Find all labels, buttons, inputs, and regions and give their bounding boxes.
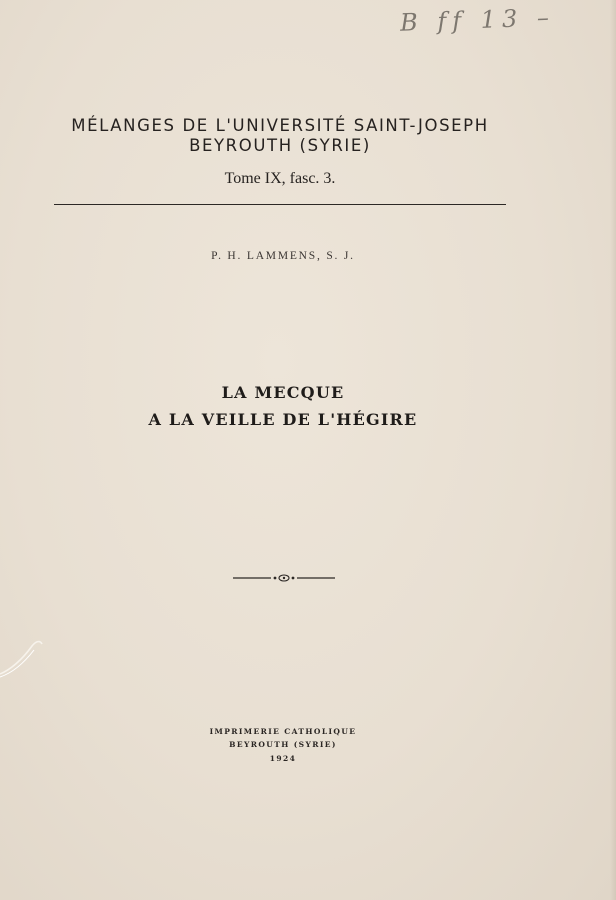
handwritten-shelf-mark: B ff 13 – <box>399 3 556 37</box>
binding-thread <box>0 630 50 690</box>
volume-info: Tome IX, fasc. 3. <box>224 170 336 187</box>
publication-year: 1924 <box>269 754 297 763</box>
header-rule <box>54 204 506 205</box>
printer-name: IMPRIMERIE CATHOLIQUE <box>209 727 357 736</box>
ornamental-divider <box>233 572 335 584</box>
work-title-line-1: LA MECQUE <box>221 383 345 402</box>
printer-city: BEYROUTH (SYRIE) <box>229 740 337 749</box>
work-title-line-2: A LA VEILLE DE L'HÉGIRE <box>148 410 418 429</box>
page-edge-shadow <box>610 0 616 900</box>
series-title: MÉLANGES DE L'UNIVERSITÉ SAINT-JOSEPH <box>71 116 489 135</box>
author-name: P. H. LAMMENS, S. J. <box>211 250 355 262</box>
series-location: BEYROUTH (SYRIE) <box>189 136 371 155</box>
